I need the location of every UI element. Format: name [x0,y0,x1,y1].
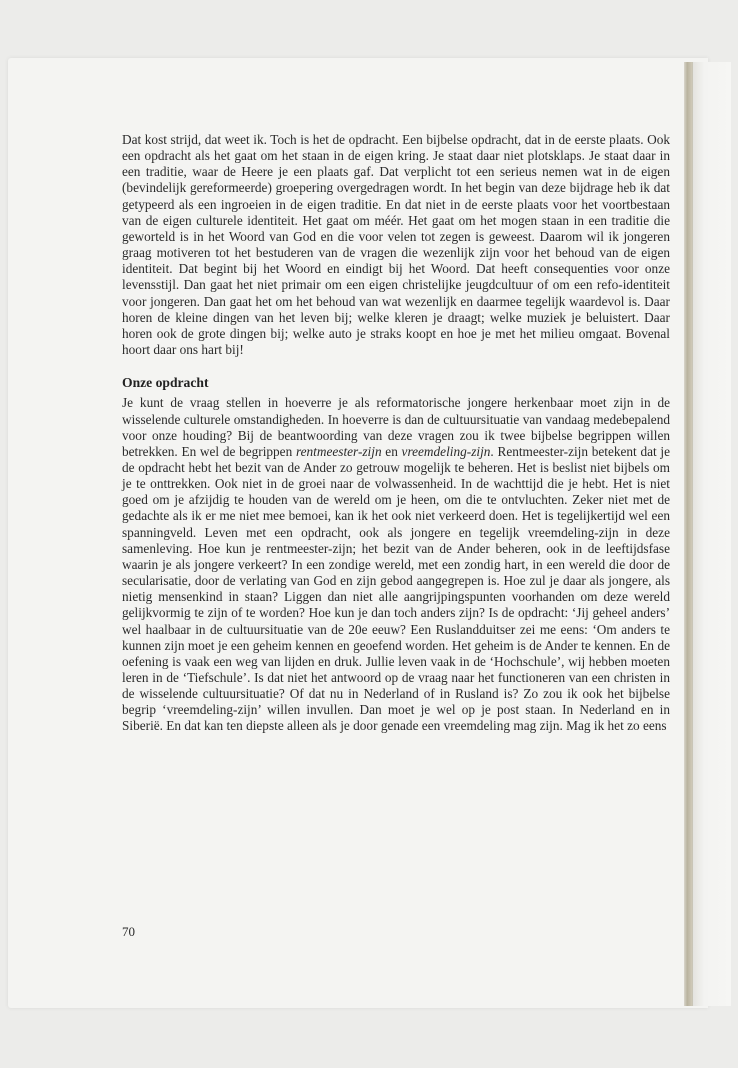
section-heading: Onze opdracht [122,375,209,391]
paragraph-1: Dat kost strijd, dat weet ik. Toch is het de opdracht. Een bijbelse opdracht, dat in de eerste plaats. Ook een opdracht als het gaat om het staan in de eigen kring. Je staat daar niet plotsklaps. Je staat daar in een traditie, waar de Heere je een plaats gaf. Dat verplicht tot een serieus nemen wat in de eigen (bevindelijk gereformeerde) groepering overgedragen wordt. In het begin van deze bijdrage heb ik dat getypeerd als een ingroeien in de eigen traditie. En dat niet in de eerste plaats voor het voortbestaan van de eigen culturele identiteit. Het gaat om méér. Het gaat om het mogen staan in een traditie die geworteld is in het Woord van God en die voor velen tot zegen is geweest. Daarom wil ik jongeren graag motiveren tot het bestuderen van de vragen die wezenlijk zijn voor het behoud van de eigen identiteit. Dat begint bij het Woord en eindigt bij het Woord. Dat heeft consequenties voor onze levensstijl. Dan gaat het niet primair om een eigen christelijke jeugdcultuur of om een refo-identiteit voor jongeren. Dan gaat het om het behoud van wat wezenlijk en daarmee tegelijk waardevol is. Daar horen de kleine dingen van het leven bij; welke kleren je draagt; welke muziek je beluistert. Daar horen ook de grote dingen bij; welke auto je straks koopt en hoe je met het milieu omgaat. Bovenal hoort daar ons hart bij! [122,132,670,358]
book-gutter [684,62,692,1006]
paragraph-2 [122,395,670,734]
paragraph-2-conjunction: en [381,443,402,459]
term-vreemdeling: vreemdeling-zijn [401,443,491,459]
paragraph-2-body: . Rentmeester-zijn betekent dat je de opdracht hebt het bezit van de Ander zo getrouw mogelijk te beheren. Het is beslist niet bijbels om je te onttrekken. Ook niet in de groei naar de volwassenheid. In de wachttijd die je hebt. Het is niet goed om je afzijdig te houden van de wereld om je heen, om die te ontvluchten. Zeker niet met de gedachte als ik er me niet mee bemoei, kan ik het ook niet verkeerd doen. Het is tegelijkertijd wel een spanningveld. Leven met een opdracht, ook als jongere en tegelijk vreemdeling-zijn in deze samenleving. Hoe kun je rentmeester-zijn; het bezit van de Ander beheren, ook in de leeftijdsfase waarin je als jongere verkeert? In een zondige wereld, met een zondig hart, in een wereld die door de secularisatie, door de verlating van God en zijn gebod aangegrepen is. Hoe zul je daar als jongere, als nietig mensenkind in staan? Liggen dan niet alle aangrijpingspunten voorhanden om deze wereld gelijkvormig te zijn of te worden? Hoe kun je dan toch anders zijn? Is de opdracht: ‘Jij geheel anders’ wel haalbaar in de cultuursituatie van de 20e eeuw? Een Ruslandduitser zei me eens: ‘Om anders te kunnen zijn moet je een geheim kennen en geoefend worden. Het geheim is de Ander te kennen. En de oefening is vaak een weg van lijden en druk. Jullie leven vaak in de ‘Hochschule’, wij hebben moeten leren in de ‘Tiefschule’. Is dat niet het antwoord op de vraag naar het functioneren van een christen in de wisselende cultuursituatie? Of dat nu in Nederland of in Rusland is? Zo zou ik ook het bijbelse begrip ‘vreemdeling-zijn’ willen invullen. Dan moet je wel op je post staan. In Nederland en in Siberië. En dat kan ten diepste alleen als je door genade een vreemdeling mag zijn. Mag ik het zo eens [122,443,670,734]
paragraph-2-intro: Je kunt de vraag stellen in hoeverre je als reformatorische jongere herkenbaar moet zijn in de wisselende culturele omstandigheden. In hoeverre is dan de cultuursituatie van vandaag medebepalend voor onze houding? Bij de beantwoording van deze vragen zou ik twee bijbelse begrippen willen betrekken. En wel de begrippen [122,395,670,459]
page-number: 70 [122,924,135,939]
next-page-edge [692,62,731,1006]
term-rentmeester: rentmeester-zijn [295,443,382,459]
page-body [122,132,670,735]
